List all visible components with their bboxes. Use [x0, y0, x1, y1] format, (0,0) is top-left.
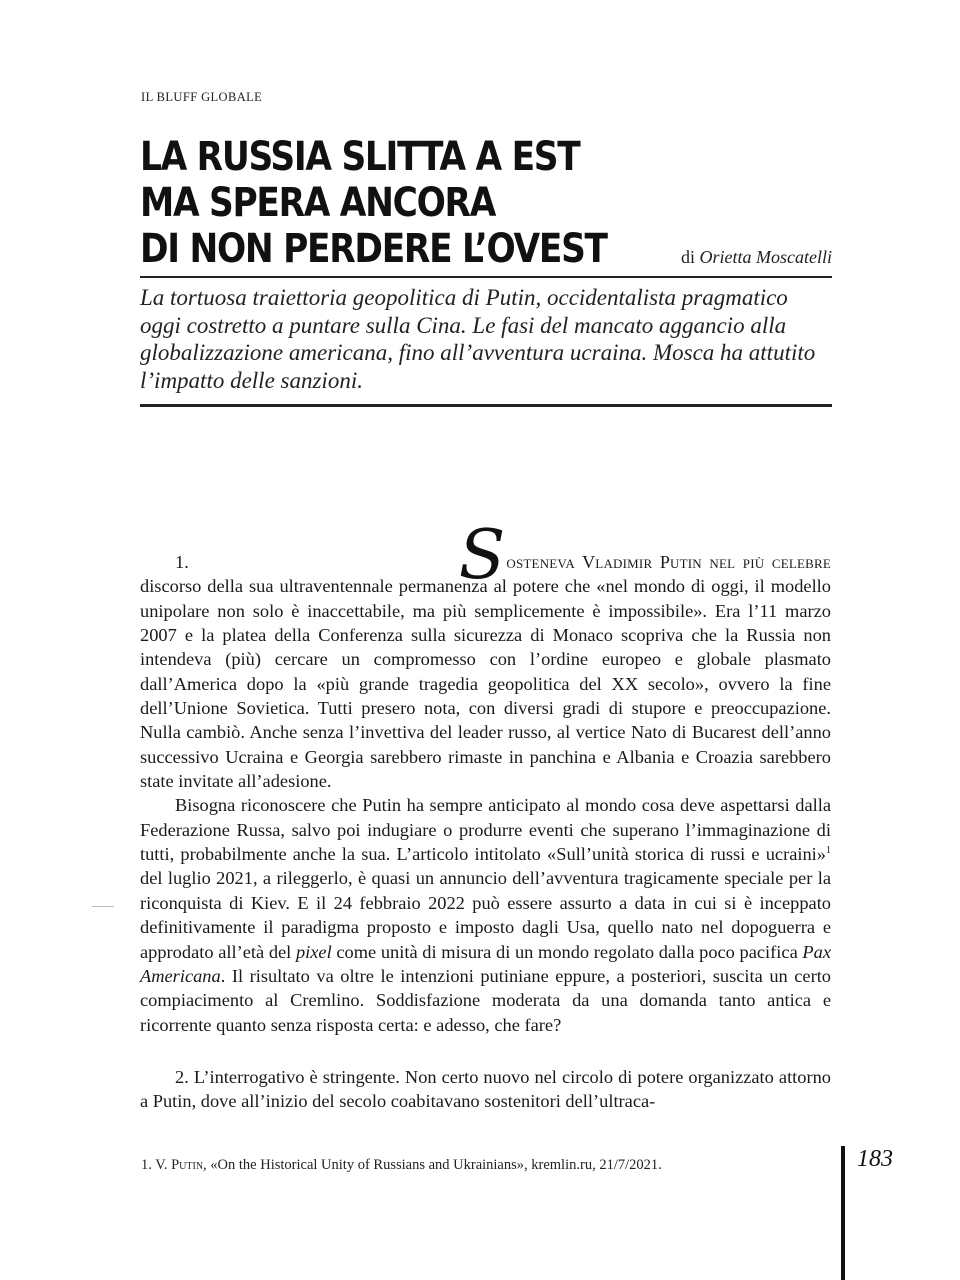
paragraph-1-text: discorso della sua ultraventennale permanenza al potere che «nel mondo di oggi, il modello unipolare non solo è inaccettabile, ma più semplicemente è impossibile». Era l’11 marzo 2007 e la platea della Conferenza sulla sicurezza di Monaco scopriva che la Russia non intendeva (più) cercare un compromesso con l’ordine europeo e globale plasmato dall’America dopo la «più grande tragedia geopolitica del XX secolo», ovvero la fine dell’Unione Sovietica. Tutti presero nota, con diversi gradi di stupore e preoccupazione. Nulla cambiò. Anche senza l’invettiva del leader russo, al vertice Nato di Bucarest dell’anno successivo Ucraina e Georgia sarebbero rimaste in panchina e Albania e Croazia sarebbero state invitate all’adesione.: [140, 576, 831, 792]
paragraph-1: [140, 516, 831, 793]
title-line-1: LA RUSSIA SLITTA A EST: [140, 134, 580, 180]
running-head: IL BLUFF GLOBALE: [141, 90, 263, 104]
paragraph-2-text-b: del luglio 2021, a rileggerlo, è quasi un annuncio dell’avventura tragicamente speciale per la riconquista di Kiev. E il 24 febbraio 2022 può essere assurto a data in cui si è inceppato definitivamente il paradigma proposto e imposto dagli Usa, quello nato nel dopoguerra e approdato all’età del: [140, 868, 831, 962]
footnote: [141, 1157, 662, 1174]
byline-author: Orietta Moscatelli: [699, 247, 832, 267]
paragraph-2-italic-pixel: pixel: [295, 941, 332, 962]
opening-smallcaps: osteneva Vladimir Putin nel più celebre: [506, 552, 831, 572]
byline: [681, 247, 832, 268]
margin-mark: [92, 906, 114, 907]
article-title: [140, 134, 607, 272]
page-number: 183: [857, 1146, 893, 1172]
footnote-author: Putin: [171, 1157, 204, 1173]
byline-prefix: di: [681, 247, 696, 267]
article-body: [140, 516, 831, 1114]
title-line-2: MA SPERA ANCORA: [140, 180, 496, 226]
paragraph-3: 2. L’interrogativo è stringente. Non certo nuovo nel circolo di potere organizzato attorno a Putin, dove all’inizio del secolo coabitavano sostenitori dell’ultraca-: [140, 1066, 831, 1112]
paragraph-2-text-a: Bisogna riconoscere che Putin ha sempre anticipato al mondo cosa deve aspettarsi dalla Federazione Russa, salvo poi indugiare o produrre eventi che superano l’immaginazione di tutti, probabilmente anche la sua. L’articolo intitolato «Sull’unità storica di russi e ucraini»: [140, 795, 831, 865]
abstract-rule: [140, 404, 832, 407]
footnote-text: , «On the Historical Unity of Russians and Ukrainians», kremlin.ru, 21/7/2021.: [203, 1157, 662, 1173]
paragraph-2-text-c: come unità di misura di un mondo regolato dalla poco pacifica: [331, 941, 803, 962]
title-rule: [140, 276, 832, 278]
drop-cap: S: [458, 516, 506, 595]
title-line-3: DI NON PERDERE L’OVEST: [140, 226, 607, 272]
abstract: La tortuosa traiettoria geopolitica di Putin, occidentalista pragmatico oggi costretto a puntare sulla Cina. Le fasi del mancato aggancio alla globalizzazione americana, fino all’avventura ucraina. Mosca ha attutito l’impatto delle sanzioni.: [140, 285, 816, 393]
section-number-1: 1.: [175, 552, 189, 572]
paragraph-2-italic-pax: Pax Americana: [140, 941, 831, 986]
paragraph-2-text-d: . Il risultato va oltre le intenzioni putiniane eppure, a posteriori, suscita un certo compiacimento al Cremlino. Soddisfazione moderata da una domanda tanto antica e ricorrente quanto senza risposta certa: e adesso, che fare?: [140, 965, 831, 1035]
footnote-number: 1. V.: [141, 1157, 168, 1173]
paragraph-2: [140, 793, 831, 1036]
folio-rule: [841, 1146, 845, 1280]
footnote-reference[interactable]: 1: [826, 845, 831, 856]
